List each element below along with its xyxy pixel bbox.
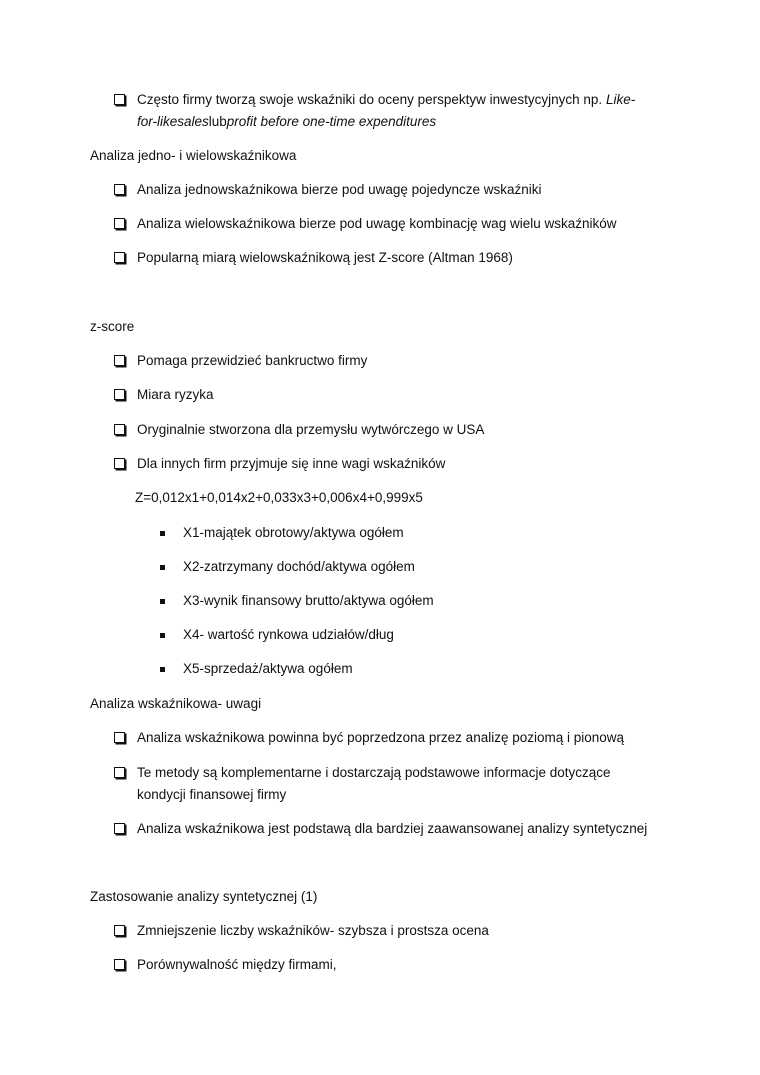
list-item: Te metody są komplementarne i dostarczają podstawowe informacje dotyczące kondycji finansowej firmy (137, 765, 611, 802)
square-bullet-icon (160, 599, 165, 604)
intro-profit: profit before one-time expenditures (226, 114, 437, 129)
sub-list-item: X2-zatrzymany dochód/aktywa ogółem (183, 559, 415, 574)
checkbox-bullet-icon (114, 424, 125, 435)
square-bullet-icon (160, 565, 165, 570)
intro-line-2 (137, 113, 436, 131)
square-bullet-icon (160, 531, 165, 536)
list-item: Pomaga przewidzieć bankructwo firmy (137, 353, 368, 368)
checkbox-bullet-icon (114, 218, 125, 229)
section-heading: Zastosowanie analizy syntetycznej (1) (90, 889, 318, 904)
checkbox-bullet-icon (114, 252, 125, 263)
z-score-formula: Z=0,012x1+0,014x2+0,033x3+0,006x4+0,999x5 (135, 490, 423, 505)
checkbox-bullet-icon (114, 458, 125, 469)
list-item: Zmniejszenie liczby wskaźników- szybsza i prostsza ocena (137, 923, 489, 938)
checkbox-bullet-icon (114, 184, 125, 195)
list-item: Analiza wskaźnikowa powinna być poprzedzona przez analizę poziomą i pionową (137, 730, 625, 745)
intro-text: Często firmy tworzą swoje wskaźniki do oceny perspektyw inwestycyjnych np. (137, 92, 603, 107)
section-heading: Analiza wskaźnikowa- uwagi (90, 696, 262, 711)
square-bullet-icon (160, 633, 165, 638)
list-item: Analiza wskaźnikowa jest podstawą dla bardziej zaawansowanej analizy syntetycznej (137, 821, 648, 836)
section-heading: z-score (90, 319, 135, 334)
list-item: Analiza wielowskaźnikowa bierze pod uwagę kombinację wag wielu wskaźników (137, 216, 617, 231)
section-heading: Analiza jedno- i wielowskaźnikowa (90, 148, 297, 163)
sub-list-item: X5-sprzedaż/aktywa ogółem (183, 661, 353, 676)
list-item: Miara ryzyka (137, 387, 214, 402)
intro-like-rest: for-likesales (137, 114, 209, 129)
list-item: Oryginalnie stworzona dla przemysłu wytwórczego w USA (137, 422, 485, 437)
checkbox-bullet-icon (114, 732, 125, 743)
checkbox-bullet-icon (114, 767, 125, 778)
intro-like-prefix: Like- (605, 92, 636, 107)
checkbox-bullet-icon (114, 355, 125, 366)
sub-list-item: X1-majątek obrotowy/aktywa ogółem (183, 525, 404, 540)
square-bullet-icon (160, 667, 165, 672)
checkbox-bullet-icon (114, 94, 125, 105)
list-item: Popularną miarą wielowskaźnikową jest Z-score (Altman 1968) (137, 250, 513, 265)
list-item: Dla innych firm przyjmuje się inne wagi wskaźników (137, 456, 446, 471)
checkbox-bullet-icon (114, 389, 125, 400)
checkbox-bullet-icon (114, 925, 125, 936)
checkbox-bullet-icon (114, 959, 125, 970)
sub-list-item: X4- wartość rynkowa udziałów/dług (183, 627, 394, 642)
list-item: Porównywalność między firmami, (137, 957, 337, 972)
intro-lub: lub (208, 114, 227, 129)
sub-list-item: X3-wynik finansowy brutto/aktywa ogółem (183, 593, 434, 608)
checkbox-bullet-icon (114, 823, 125, 834)
list-item: Analiza jednowskaźnikowa bierze pod uwagę pojedyncze wskaźniki (137, 182, 542, 197)
intro-line-1 (137, 91, 635, 109)
